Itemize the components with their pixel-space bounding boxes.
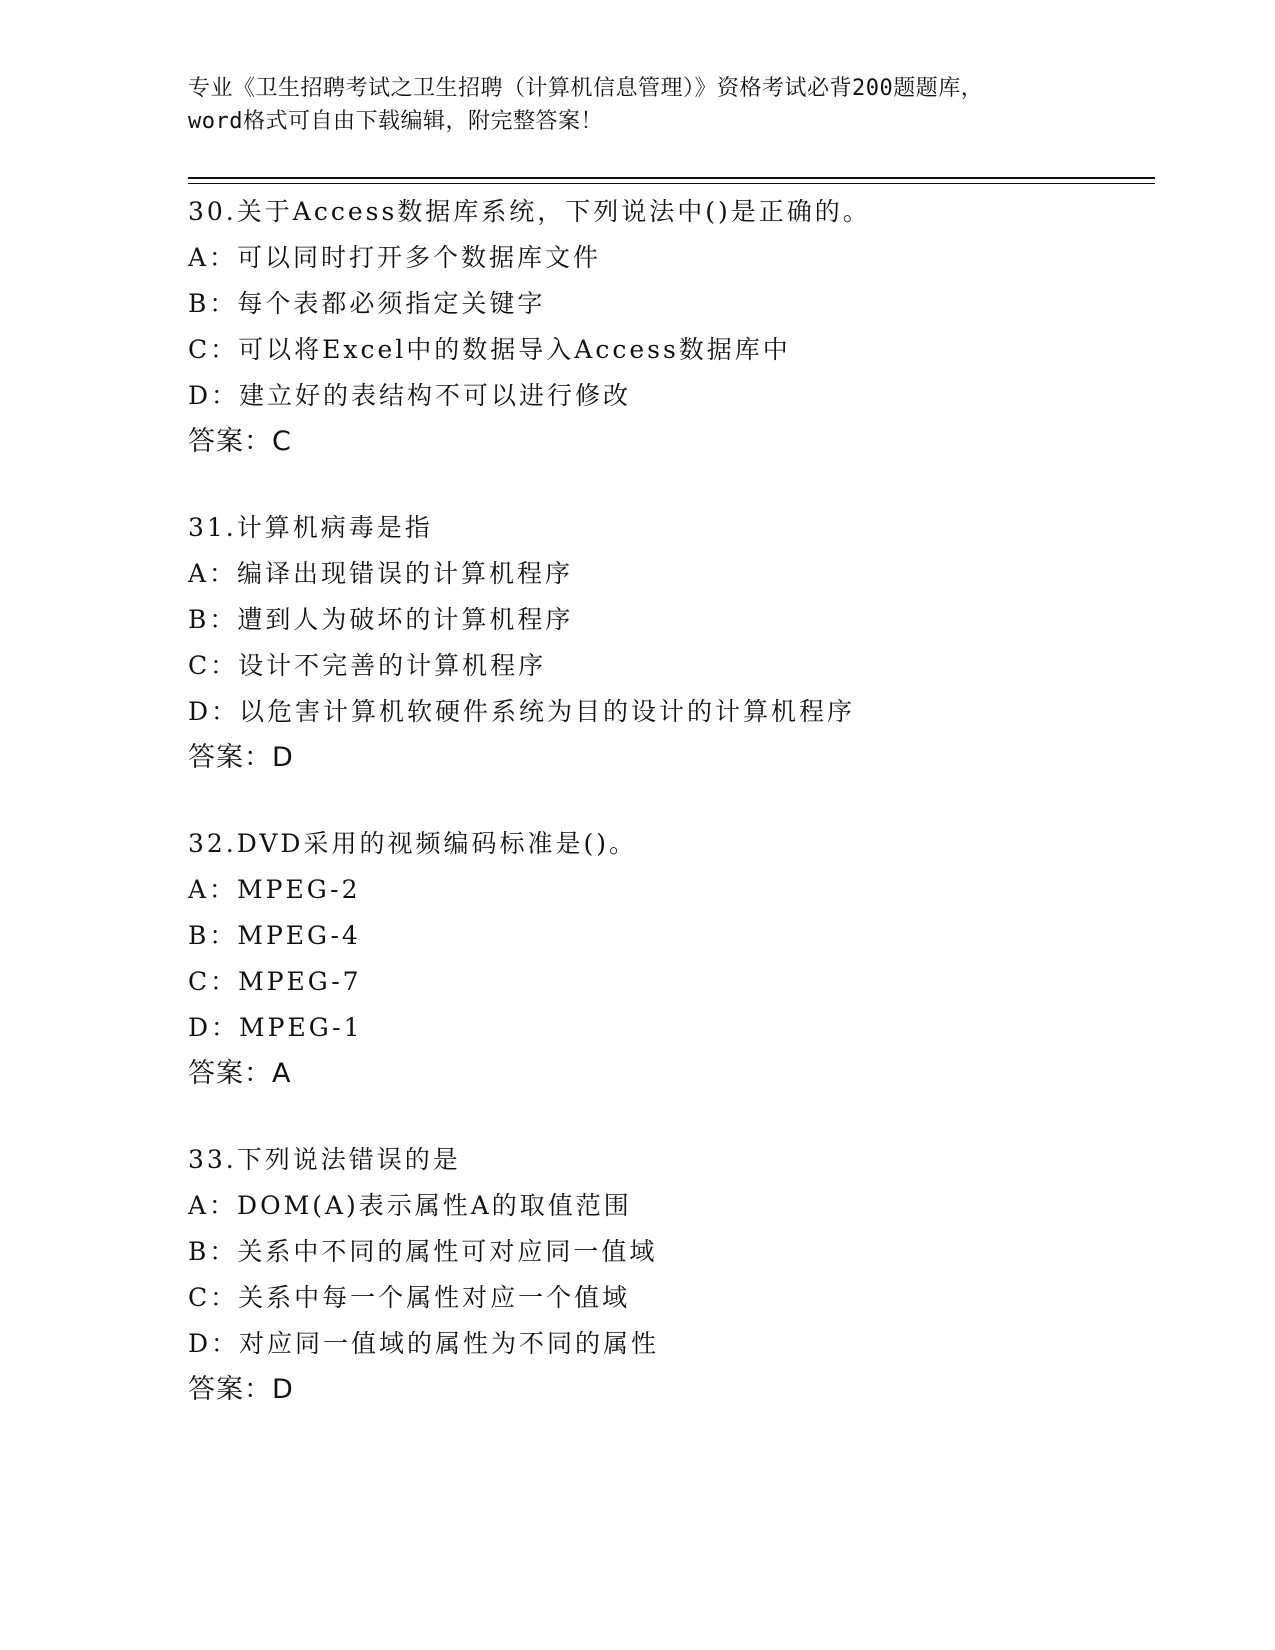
option-c: C：MPEG-7: [188, 967, 362, 996]
option-b: B：关系中不同的属性可对应同一值域: [188, 1237, 658, 1266]
answer-line: 答案：D: [188, 742, 294, 773]
option-d: D：建立好的表结构不可以进行修改: [188, 381, 632, 410]
document-header: [188, 72, 1088, 138]
header-divider-thin: [188, 183, 1155, 184]
option-a: A：可以同时打开多个数据库文件: [188, 243, 602, 272]
option-d: D：以危害计算机软硬件系统为目的设计的计算机程序: [188, 697, 856, 726]
option-c: C：设计不完善的计算机程序: [188, 651, 547, 680]
option-a: A：编译出现错误的计算机程序: [188, 559, 574, 588]
question-32: [188, 821, 1148, 1097]
option-b: B：遭到人为破坏的计算机程序: [188, 605, 574, 634]
header-divider-thick: [188, 177, 1155, 179]
answer-line: 答案：C: [188, 426, 292, 457]
answer-line: 答案：A: [188, 1058, 292, 1089]
question-31: [188, 505, 1148, 781]
header-title-line-1: 专业《卫生招聘考试之卫生招聘（计算机信息管理）》资格考试必背200题题库，: [188, 76, 984, 101]
question-stem: 31.计算机病毒是指: [188, 513, 433, 542]
header-title-line-2: word格式可自由下载编辑，附完整答案！: [188, 109, 603, 134]
question-30: [188, 189, 1148, 465]
option-c: C：关系中每一个属性对应一个值域: [188, 1283, 631, 1312]
option-d: D：对应同一值域的属性为不同的属性: [188, 1329, 660, 1358]
option-d: D：MPEG-1: [188, 1013, 363, 1042]
option-a: A：DOM(A)表示属性A的取值范围: [188, 1191, 632, 1220]
question-list: [188, 189, 1148, 1453]
question-33: [188, 1137, 1148, 1413]
option-b: B：MPEG-4: [188, 921, 361, 950]
option-c: C：可以将Excel中的数据导入Access数据库中: [188, 335, 791, 364]
option-b: B：每个表都必须指定关键字: [188, 289, 546, 318]
answer-line: 答案：D: [188, 1374, 294, 1405]
question-stem: 32.DVD采用的视频编码标准是()。: [188, 829, 637, 858]
question-stem: 33.下列说法错误的是: [188, 1145, 461, 1174]
option-a: A：MPEG-2: [188, 875, 361, 904]
question-stem: 30.关于Access数据库系统，下列说法中()是正确的。: [188, 197, 871, 226]
